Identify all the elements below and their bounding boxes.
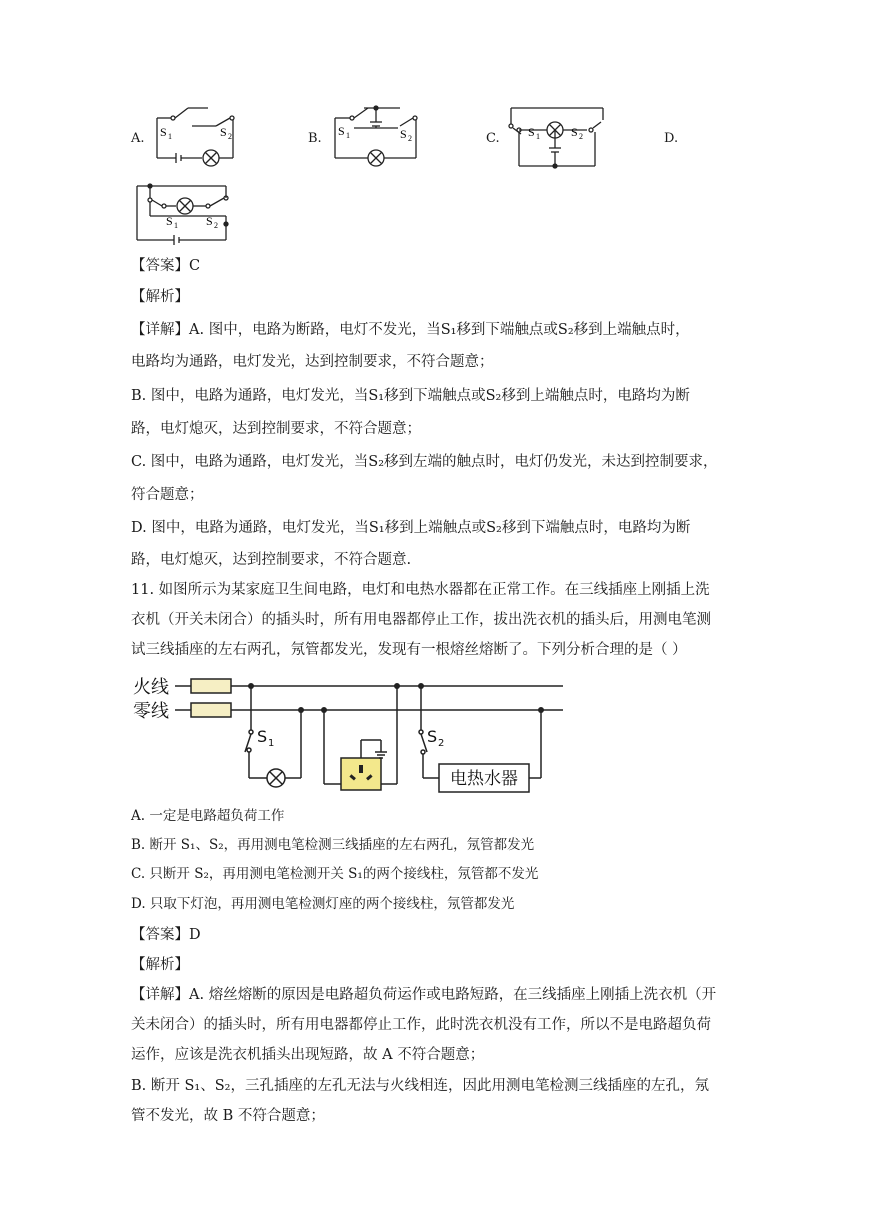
q10-detail-b-line2: 路，电灯熄灭，达到控制要求，不符合题意； [131, 421, 421, 437]
svg-text:1: 1 [168, 132, 172, 141]
option-d-label: D. [664, 131, 679, 146]
neutral-wire-label: 零线 [133, 701, 169, 722]
svg-text:S: S [400, 127, 407, 141]
q10-detail-c-line2: 符合题意； [131, 487, 204, 503]
q11-detail-line1: 【详解】A. 熔丝熔断的原因是电路超负荷运作或电路短路，在三线插座上刚插上洗衣机（开 [131, 987, 717, 1003]
circuit-diagram-b [328, 102, 423, 174]
switch2-subscript: 2 [438, 738, 445, 749]
svg-text:S: S [206, 214, 213, 228]
q10-detail-a-line1: 【详解】A. 图中，电路为断路，电灯不发光，当S₁移到下端触点或S₂移到上端触点时， [131, 322, 690, 338]
q10-detail-c-line1: C. 图中，电路为通路，电灯发光，当S₂移到左端的触点时，电灯仍发光，未达到控制要求， [131, 454, 718, 470]
q11-detail-line3: 运作，应该是洗衣机插头出现短路，故 A 不符合题意； [131, 1047, 485, 1063]
water-heater-label: 电热水器 [450, 769, 518, 789]
svg-text:1: 1 [174, 221, 178, 230]
svg-text:S: S [220, 125, 227, 139]
svg-text:2: 2 [214, 221, 218, 230]
circuit-diagram-c [505, 104, 607, 176]
q11-stem-line2: 衣机（开关未闭合）的插头时，所有用电器都停止工作，拔出洗衣机的插头后，用测电笔测 [131, 612, 711, 628]
circuit-diagram-d [130, 178, 232, 252]
switch1-subscript: 1 [268, 738, 275, 749]
q11-stem-line1: 11. 如图所示为某家庭卫生间电路，电灯和电热水器都在正常工作。在三线插座上刚插上洗 [131, 582, 710, 598]
q11-answer: 【答案】D [131, 927, 201, 943]
svg-text:S: S [571, 125, 578, 139]
svg-text:1: 1 [346, 131, 350, 140]
switch1-label: S [257, 727, 268, 746]
q11-option-b: B. 断开 S₁、S₂，再用测电笔检测三线插座的左右两孔，氖管都发光 [131, 837, 535, 853]
svg-text:2: 2 [228, 132, 232, 141]
q10-answer: 【答案】C [131, 258, 201, 274]
svg-text:S: S [160, 125, 167, 139]
q11-stem-line3: 试三线插座的左右两孔，氖管都发光，发现有一根熔丝熔断了。下列分析合理的是（ ） [131, 642, 687, 658]
svg-text:S: S [338, 124, 345, 138]
q10-detail-b-line1: B. 图中，电路为通路，电灯发光，当S₁移到下端触点或S₂移到上端触点时，电路均为断 [131, 388, 690, 404]
bathroom-circuit-diagram [131, 672, 571, 806]
option-b-label: B. [308, 131, 322, 146]
switch2-label: S [427, 727, 438, 746]
option-a-label: A. [131, 131, 145, 146]
svg-text:S: S [166, 214, 173, 228]
live-wire-label: 火线 [133, 677, 169, 698]
svg-text:2: 2 [579, 132, 583, 141]
option-c-label: C. [486, 131, 500, 146]
q10-detail-d-line1: D. 图中，电路为通路，电灯发光，当S₁移到上端触点或S₂移到下端触点时，电路均为断 [131, 520, 691, 536]
q10-detail-a-line2: 电路均为通路，电灯发光，达到控制要求，不符合题意； [131, 354, 494, 370]
q11-option-c: C. 只断开 S₂，再用测电笔检测开关 S₁的两个接线柱，氖管都不发光 [131, 866, 539, 882]
q11-option-a: A. 一定是电路超负荷工作 [131, 808, 285, 824]
q11-detail-line5: 管不发光，故 B 不符合题意； [131, 1108, 325, 1124]
q11-option-d: D. 只取下灯泡，再用测电笔检测灯座的两个接线柱，氖管都发光 [131, 896, 515, 912]
q10-analysis-heading: 【解析】 [131, 289, 189, 305]
q11-analysis-heading: 【解析】 [131, 957, 189, 973]
circuit-diagram-a [150, 104, 240, 174]
svg-text:2: 2 [408, 134, 412, 143]
svg-text:S: S [528, 125, 535, 139]
q10-detail-d-line2: 路，电灯熄灭，达到控制要求，不符合题意. [131, 552, 412, 568]
q11-detail-line4: B. 断开 S₁、S₂，三孔插座的左孔无法与火线相连，因此用测电笔检测三线插座的左孔，氖 [131, 1078, 709, 1094]
q11-detail-line2: 关未闭合）的插头时，所有用电器都停止工作，此时洗衣机没有工作，所以不是电路超负荷 [131, 1017, 711, 1033]
svg-text:1: 1 [536, 132, 540, 141]
